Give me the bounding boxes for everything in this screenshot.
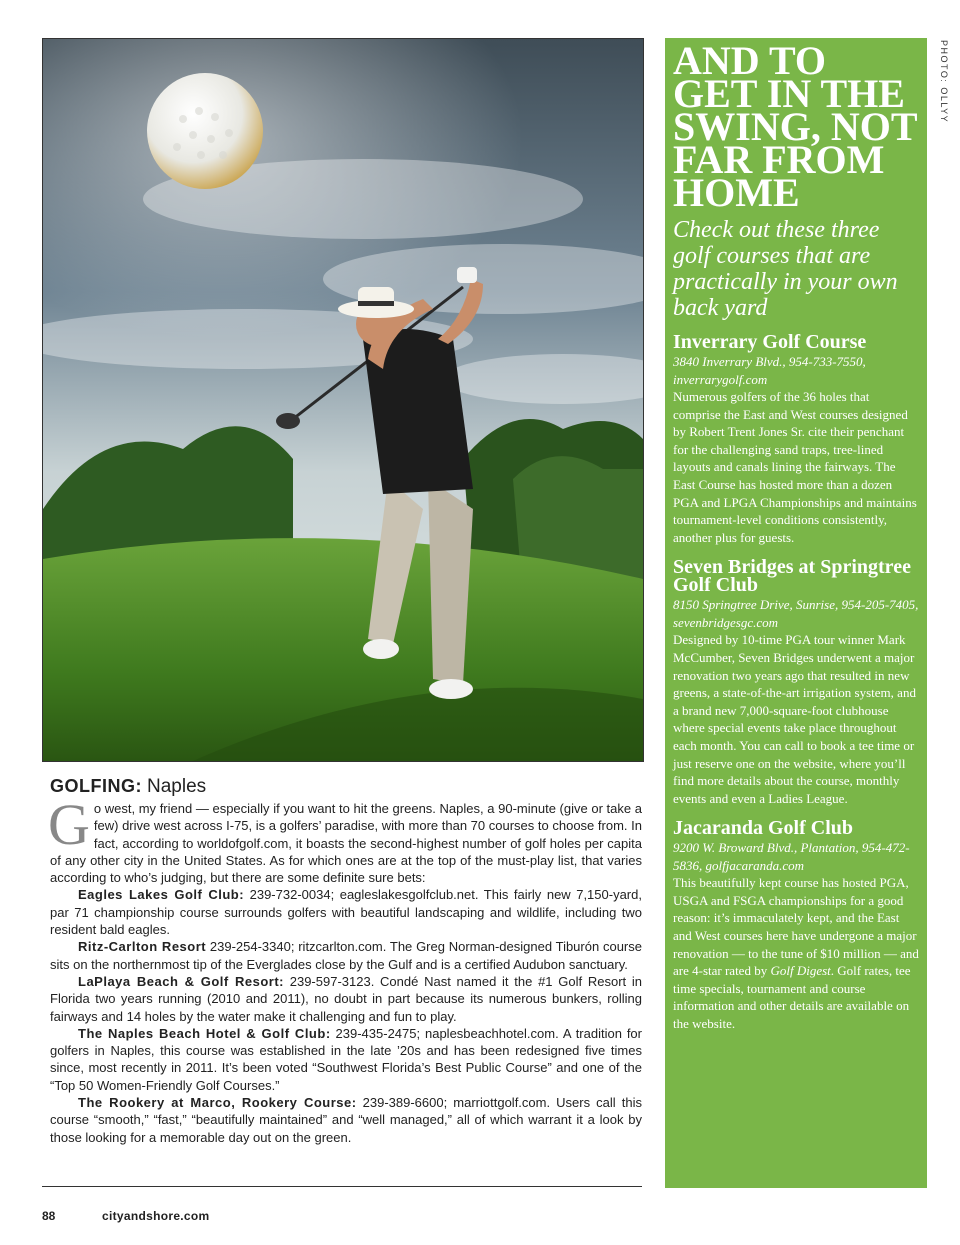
page-number: 88 [42, 1209, 56, 1223]
entry-text: 239-435-2475; naplesbeachhotel.com. A tradition for golfers in Naples, this course was established in the late ’20s and has been redesigned five times since, most recently in 2011. It’s been voted “Southwest Florida’s Best Public Course” and one of the “Top 50 Women-Friendly Golf Courses.” [50, 1025, 642, 1093]
entry-text: 239-732-0034; eagleslakesgolfclub.net. This fairly new 7,150-yard, par 71 championship course surrounds golfers with beautiful landscaping and wildlife, including two resident bald eagles. [50, 887, 642, 938]
publication-name: Golf Digest [770, 963, 831, 979]
article-place: Naples [147, 776, 207, 797]
course-jacaranda [673, 819, 919, 1032]
photo-credit [935, 40, 949, 160]
article-intro-text: o west, my friend — especially if you want to hit the greens. Naples, a 90-minute (give or take a few) drive west across I-75, is a golfers’ paradise, with more than 70 courses to choose from. In fact, according to worldofgolf.com, it boasts the second-highest number of golf holes per capita of any other city in the United States. As for which ones are at the top of the must-play list, that varies according to who’s judging, but there are some definite sure bets: [50, 801, 642, 886]
hero-photo [42, 38, 644, 762]
sidebar-headline: AND TO GET IN THE SWING, NOT FAR FROM HOME [673, 38, 917, 215]
entry-text: 239-597-3123. Condé Nast named it the #1 Golf Resort in Florida two years running (2010 and 2011), no doubt in part because its numerous bunkers, rolling fairways and 14 holes by the water make it challenging and fun to play. [50, 973, 642, 1024]
course-description-text: This beautifully kept course has hosted PGA, USGA and FSGA championships for a good reason: it’s immaculately kept, and the East and West courses here have undergone a major renovation — to the tune of $10 million — and are 4-star rated by [673, 875, 919, 979]
drop-cap: G [48, 792, 90, 857]
entry-name: Ritz-Carlton Resort [78, 939, 207, 955]
article-title [50, 775, 642, 798]
article-entry [50, 886, 642, 938]
sidebar [665, 38, 927, 1188]
article-entry [50, 973, 642, 1025]
course-inverrary [673, 333, 919, 546]
course-address: 3840 Inverrary Blvd., 954-733-7550, inverrarygolf.com [673, 354, 866, 387]
entry-name: The Rookery at Marco, Rookery Course: [78, 1095, 357, 1111]
course-description-text: . Golf rates, tee time specials, tournament and course information and other details are available on the website. [673, 963, 911, 1032]
course-name: Seven Bridges at Springtree Golf Club [673, 556, 911, 597]
golfer-illustration [43, 39, 643, 761]
course-description: Designed by 10-time PGA tour winner Mark McCumber, Seven Bridges underwent a major renovation two years ago that resulted in new greens, a state-of-the-art irrigation system, and a brand new 7,000-square-foot clubhouse where special events take place throughout each month. You can call to book a tee time or just reserve one on the website, where you’ll find more details about the course, monthly events and even a Ladies League. [673, 632, 916, 806]
course-seven-bridges [673, 558, 919, 807]
entry-name: The Naples Beach Hotel & Golf Club: [78, 1025, 331, 1041]
course-name: Inverrary Golf Course [673, 331, 867, 353]
course-address: 8150 Springtree Drive, Sunrise, 954-205-7405, sevenbridgesgc.com [673, 597, 919, 630]
entry-text: 239-389-6600; marriottgolf.com. Users call this course “smooth,” “fast,” “beautifully maintained” and “well managed,” all of which warrant it a look by those looking for a memorable day out on the green. [50, 1095, 642, 1145]
article-kicker: GOLFING: [50, 776, 142, 796]
article-entry [50, 1025, 642, 1094]
article [50, 775, 642, 1146]
course-description [673, 874, 919, 1032]
course-description: Numerous golfers of the 36 holes that comprise the East and West courses designed by Robert Trent Jones Sr. cite their penchant for the challenging sand traps, tree-lined layouts and canals lining the fairways. The East Course has hosted more than a dozen PGA and LPGA Championships and maintains tournament-level conditions consistently, another plus for guests. [673, 389, 917, 545]
footer-divider [42, 1186, 642, 1187]
article-entry [50, 938, 642, 973]
course-address: 9200 W. Broward Blvd., Plantation, 954-472-5836, golfjacaranda.com [673, 840, 910, 873]
entry-name: LaPlaya Beach & Golf Resort: [78, 973, 284, 989]
golf-ball [147, 73, 263, 189]
site-name: cityandshore.com [102, 1209, 210, 1223]
photo-credit-text: PHOTO: OLLYY [939, 40, 949, 124]
entry-name: Eagles Lakes Golf Club: [78, 887, 245, 903]
course-name: Jacaranda Golf Club [673, 817, 854, 840]
article-intro [48, 792, 642, 886]
sidebar-subhead: Check out these three golf courses that are practically in your own back yard [673, 217, 898, 321]
article-entry [50, 1094, 642, 1146]
entry-text: 239-254-3340; ritzcarlton.com. The Greg Norman-designed Tiburón course sits on the northernmost tip of the Everglades close by the Gulf and is a certified Audubon sanctuary. [50, 939, 642, 972]
